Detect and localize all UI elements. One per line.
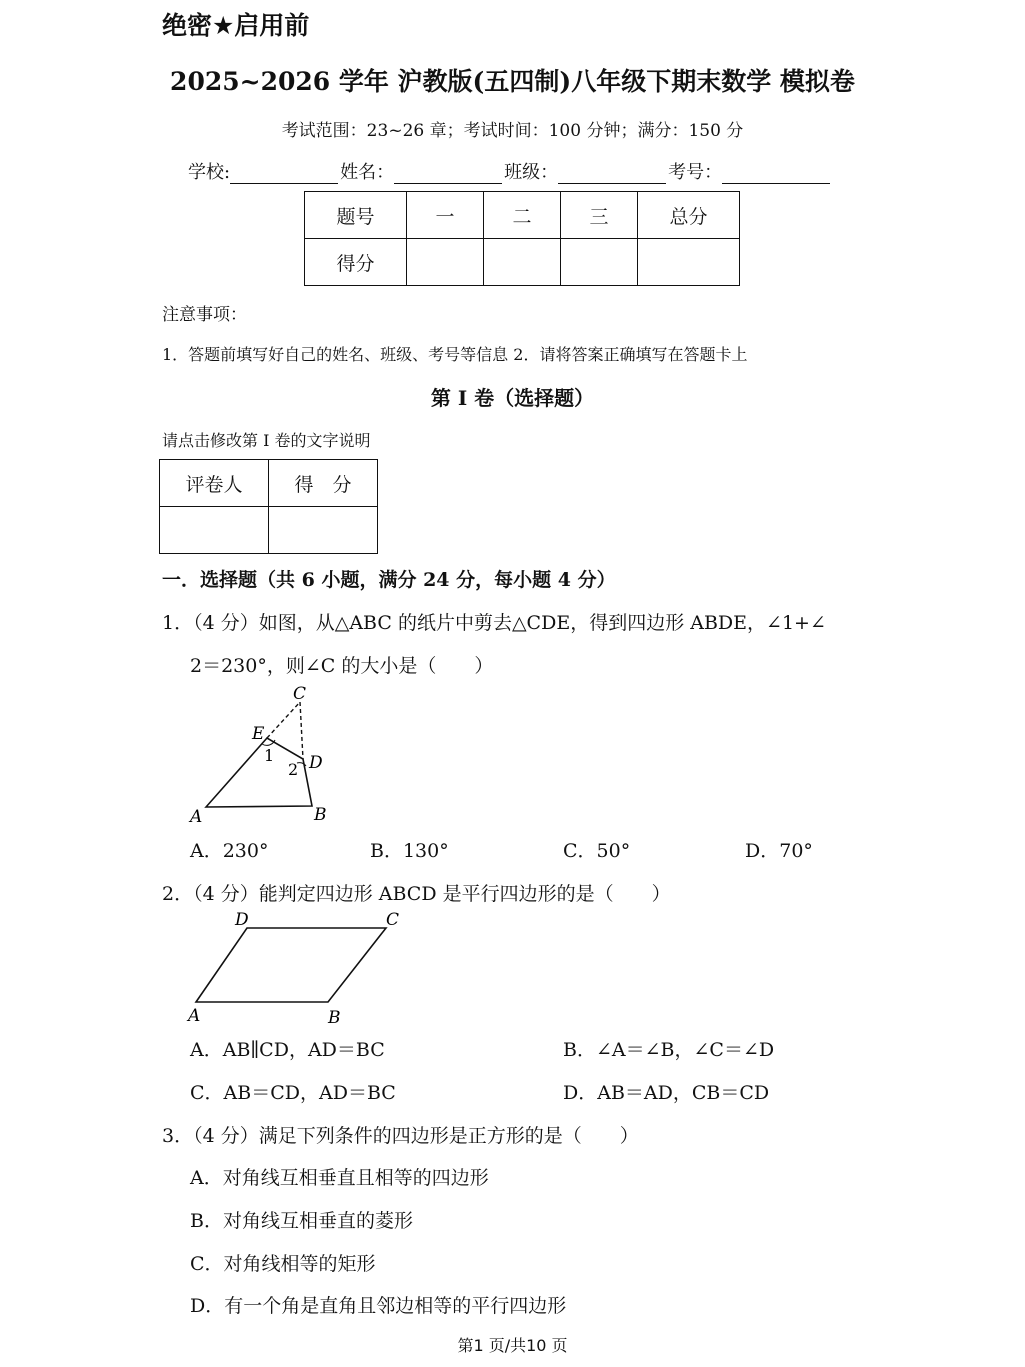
q1-dashed-ce: [267, 702, 300, 738]
q2-label-c: C: [386, 910, 400, 930]
school-blank[interactable]: [230, 163, 338, 184]
score-header-cell: 总分: [638, 192, 740, 239]
q2-option-c[interactable]: C．AB＝CD，AD＝BC: [190, 1082, 396, 1104]
q2-label-b: B: [328, 1008, 341, 1028]
score-table-score-row: [305, 239, 740, 286]
q2-option-a[interactable]: A．AB∥CD，AD＝BC: [190, 1039, 385, 1061]
score-cell[interactable]: [638, 239, 740, 286]
q1-label-a: A: [190, 807, 203, 827]
score-row-label: 得分: [305, 239, 407, 286]
q1-label-c: C: [293, 684, 307, 704]
q2-parallelogram: [196, 928, 386, 1002]
q1-dashed-cd: [300, 702, 303, 759]
q1-label-angle1: 1: [264, 746, 275, 765]
score-header-cell: 一: [407, 192, 484, 239]
exam-no-label: 考号：: [668, 162, 723, 183]
volume-title: 第 I 卷（选择题）: [430, 386, 595, 410]
reviewer-cell[interactable]: [160, 507, 269, 554]
score-cell[interactable]: [484, 239, 561, 286]
exam-no-blank[interactable]: [722, 163, 830, 184]
q1-stem-line1: 1．（4 分）如图，从△ABC 的纸片中剪去△CDE，得到四边形 ABDE，∠1+∠: [162, 612, 826, 634]
volume-description: 请点击修改第 I 卷的文字说明: [162, 431, 371, 450]
reviewer-score-cell[interactable]: [269, 507, 378, 554]
q3-stem: 3．（4 分）满足下列条件的四边形是正方形的是（ ）: [162, 1125, 639, 1147]
score-cell[interactable]: [561, 239, 638, 286]
score-cell[interactable]: [407, 239, 484, 286]
q2-stem: 2．（4 分）能判定四边形 ABCD 是平行四边形的是（ ）: [162, 883, 671, 905]
score-header-cell: 题号: [305, 192, 407, 239]
q2-label-d: D: [235, 910, 249, 930]
q3-option-d[interactable]: D．有一个角是直角且邻边相等的平行四边形: [190, 1295, 567, 1317]
class-label: 班级：: [504, 162, 559, 183]
q2-option-b[interactable]: B．∠A＝∠B，∠C＝∠D: [563, 1039, 775, 1061]
reviewer-label: 评卷人: [160, 460, 269, 507]
page-footer: 第1 页/共10 页: [457, 1336, 568, 1355]
student-fields: [188, 158, 832, 184]
q2-option-d[interactable]: D．AB＝AD，CB＝CD: [563, 1082, 770, 1104]
q1-label-d: D: [309, 753, 323, 773]
q1-option-c[interactable]: C．50°: [563, 840, 631, 862]
name-blank[interactable]: [394, 163, 502, 184]
score-table-header-row: [305, 192, 740, 239]
q1-option-a[interactable]: A．230°: [190, 840, 269, 862]
confidential-label: 绝密★启用前: [162, 11, 310, 40]
notice-title: 注意事项：: [162, 305, 247, 325]
q1-label-b: B: [314, 805, 327, 825]
score-header-cell: 二: [484, 192, 561, 239]
q3-option-c[interactable]: C．对角线相等的矩形: [190, 1253, 376, 1275]
q1-label-e: E: [252, 724, 265, 744]
q1-stem-line2: 2＝230°，则∠C 的大小是（ ）: [190, 655, 494, 677]
q3-option-b[interactable]: B．对角线互相垂直的菱形: [190, 1210, 413, 1232]
q1-option-b[interactable]: B．130°: [370, 840, 449, 862]
score-header-cell: 三: [561, 192, 638, 239]
score-table: [304, 191, 740, 286]
reviewer-input-row: [160, 507, 378, 554]
reviewer-header-row: [160, 460, 378, 507]
q3-option-a[interactable]: A．对角线互相垂直且相等的四边形: [190, 1167, 489, 1189]
exam-title: 2025~2026 学年 沪教版(五四制)八年级下期末数学 模拟卷: [170, 67, 855, 96]
section-title: 一．选择题（共 6 小题，满分 24 分，每小题 4 分）: [162, 569, 616, 591]
notice-item: 1．答题前填写好自己的姓名、班级、考号等信息 2．请将答案正确填写在答题卡上: [162, 345, 748, 364]
q2-figure: [180, 906, 410, 1030]
q1-figure: [180, 680, 340, 828]
school-label: 学校:: [188, 162, 231, 183]
reviewer-score-label: 得 分: [269, 460, 378, 507]
class-blank[interactable]: [558, 163, 666, 184]
q1-label-angle2: 2: [288, 760, 299, 779]
q2-label-a: A: [188, 1006, 201, 1026]
exam-info: 考试范围：23~26 章；考试时间：100 分钟；满分：150 分: [281, 121, 744, 141]
reviewer-table: [159, 459, 378, 554]
q1-option-d[interactable]: D．70°: [745, 840, 813, 862]
name-label: 姓名：: [340, 162, 395, 183]
